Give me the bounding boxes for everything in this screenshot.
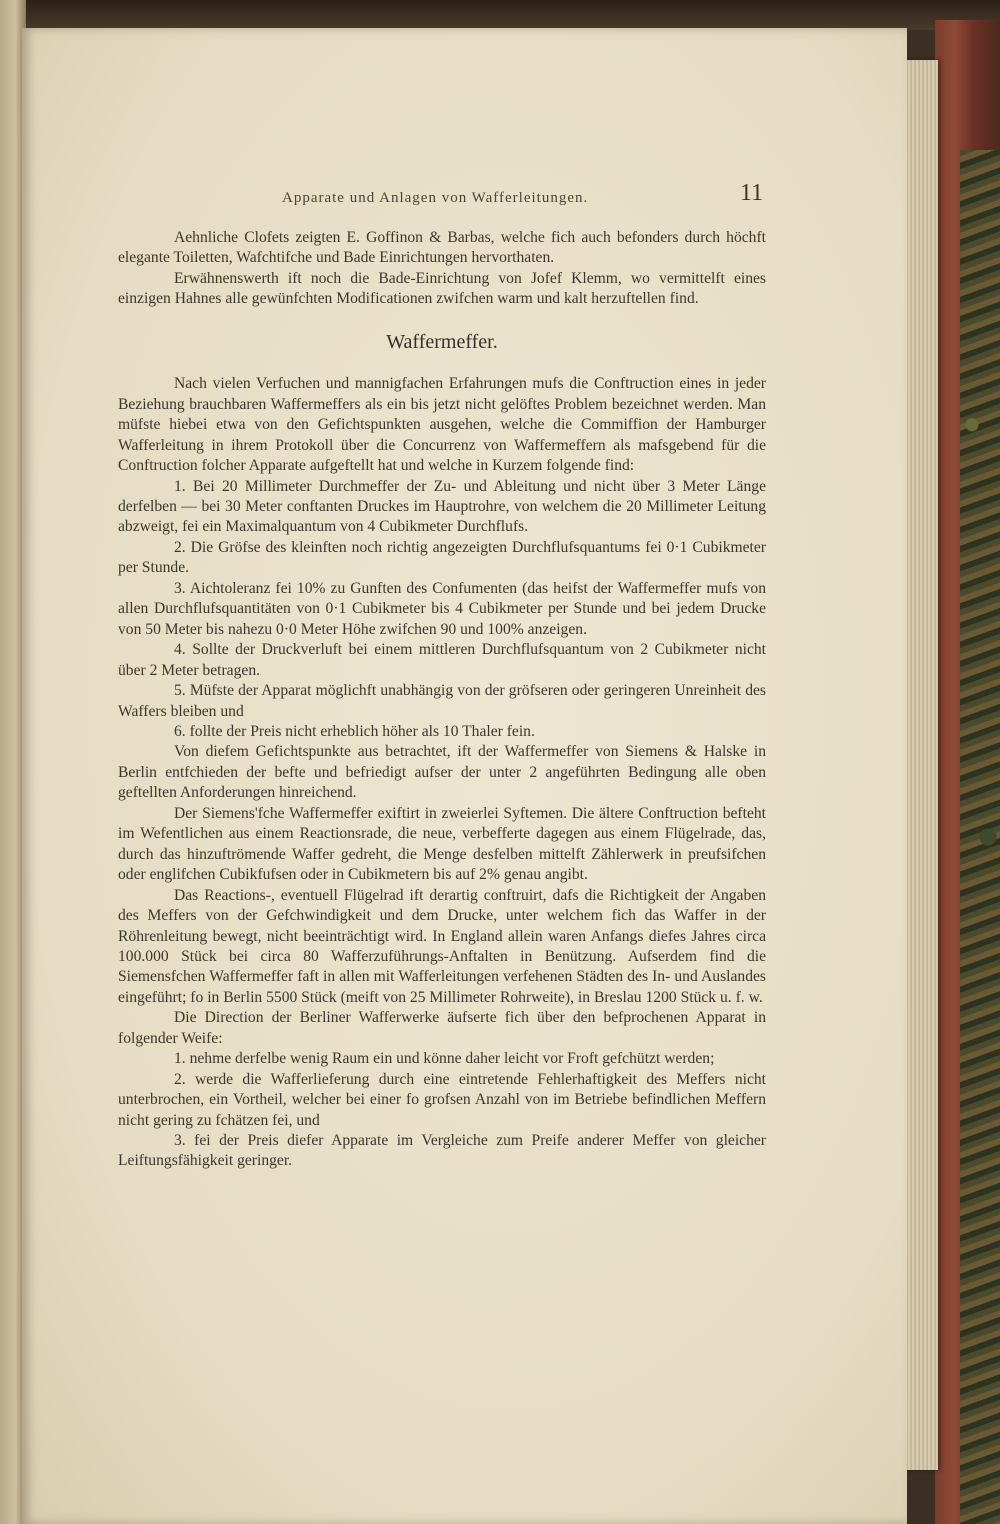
page-number: 11 bbox=[740, 180, 764, 206]
list-item: 1. nehme derfelbe wenig Raum ein und könne daher leicht vor Froft gefchützt werden; bbox=[174, 1050, 715, 1068]
paragraph: Der Siemens'fche Waffermeffer exiftirt in zweierlei Syftemen. Die ältere Conftruction befteht im Wefentlichen aus einem Reactionsrade, die neue, verbefferte dagegen aus einem Flügelrade, das, durch das hinzuftrömende Waffer gedreht, die Menge desfelben mittelft Zählerwerk in preufsifchen oder englifchen Cubikfufsen oder in Cubikmetern bis auf 2% genau angibt. bbox=[118, 804, 766, 884]
list-item: 3. Aichtoleranz fei 10% zu Gunften des Confumenten (das heifst der Waffermeffer mufs von allen Durchflufsquantitäten von 0·1 Cubikmeter bis 4 Cubikmeter per Stunde und bei jedem Drucke von 50 Meter bis nahezu 0·0 Meter Höhe zwifchen 90 und 100% anzeigen. bbox=[118, 579, 766, 638]
paragraph: Von diefem Gefichtspunkte aus betrachtet, ift der Waffermeffer von Siemens & Halske in Berlin entfchieden der befte und befriedigt aufser der unter 2 angeführten Bedingung alle oben geftellten Anforderungen hinreichend. bbox=[118, 743, 766, 802]
marbled-cover-pattern bbox=[960, 150, 1000, 1524]
list-item: 1. Bei 20 Millimeter Durchmeffer der Zu- und Ableitung und nicht über 3 Meter Länge derfelben — bei 30 Meter conftanten Druckes im Hauptrohre, von welchem die 20 Millimeter Leitung abzweigt, fei ein Maximalquantum von 4 Cubikmeter Durchflufs. bbox=[118, 477, 766, 536]
list-item: 3. fei der Preis diefer Apparate im Vergleiche zum Preife anderer Meffer von gleicher Leiftungsfähigkeit geringer. bbox=[118, 1132, 766, 1170]
list-item: 2. Die Gröfse des kleinften noch richtig angezeigten Durchflufsquantums fei 0·1 Cubikmeter per Stunde. bbox=[118, 538, 766, 577]
list-item: 2. werde die Wafferlieferung durch eine eintretende Fehlerhaftigkeit des Meffers nicht unterbrochen, ein Vortheil, welcher bei einer fo grofsen Anzahl von im Betriebe befindlichen Meffern nicht gering zu fchätzen fei, und bbox=[118, 1070, 766, 1129]
list-item: 5. Müfste der Apparat möglichft unabhängig von der gröfseren oder geringeren Unreinheit des Waffers bleiben und bbox=[118, 682, 766, 720]
page-text bbox=[118, 228, 766, 1172]
paragraph: Nach vielen Verfuchen und mannigfachen Erfahrungen mufs die Conftruction eines in jeder Beziehung brauchbaren Waffermeffers als ein bis jetzt nicht gelöftes Problem bezeichnet werden. Man müfste hiebei etwa von den Gefichtspunkten ausgehen, welche die Commiffion der Hamburger Wafferleitung in ihrem Protokoll über die Concurrenz von Waffermeffern als mafsgebend für die Conftruction folcher Apparate aufgeftellt hat und welche in Kurzem folgende find: bbox=[118, 375, 766, 475]
section-heading: Waffermeffer. bbox=[386, 330, 498, 353]
list-item: 6. follte der Preis nicht erheblich höher als 10 Thaler fein. bbox=[174, 722, 535, 740]
paragraph: Aehnliche Clofets zeigten E. Goffinon & Barbas, welche fich auch befonders durch höchft elegante Toiletten, Wafchtifche und Bade Einrichtungen hervorthaten. bbox=[118, 229, 766, 267]
paragraph: Erwähnenswerth ift noch die Bade-Einrichtung von Jofef Klemm, wo vermittelft eines einzigen Hahnes alle gewünfchten Modificationen zwifchen warm und kalt herzuftellen find. bbox=[118, 269, 766, 308]
page-block-edges bbox=[904, 60, 938, 1470]
running-head: Apparate und Anlagen von Wafferleitungen. bbox=[282, 190, 589, 206]
paragraph: Die Direction der Berliner Wafferwerke äufserte fich über den befprochenen Apparat in folgender Weife: bbox=[118, 1009, 766, 1047]
paragraph: Das Reactions-, eventuell Flügelrad ift derartig conftruirt, dafs die Richtigkeit der Angaben des Meffers von der Gefchwindigkeit und dem Drucke, unter welchem fich das Waffer in der Röhrenleitung bewegt, nicht beeinträchtigt wird. In England allein waren Anfangs diefes Jahres circa 100.000 Stück bei circa 80 Wafferzuführungs-Anftalten in Benützung. Aufserdem find die Siemensfchen Waffermeffer faft in allen mit Wafferleitungen verfehenen Städten des In- und Auslandes eingeführt; fo in Berlin 5500 Stück (meift von 25 Millimeter Rohrweite), in Breslau 1200 Stück u. f. w. bbox=[118, 886, 766, 1006]
list-item: 4. Sollte der Druckverluft bei einem mittleren Durchflufsquantum von 2 Cubikmeter nicht über 2 Meter betragen. bbox=[118, 641, 766, 679]
scan-background-top bbox=[0, 0, 1000, 30]
